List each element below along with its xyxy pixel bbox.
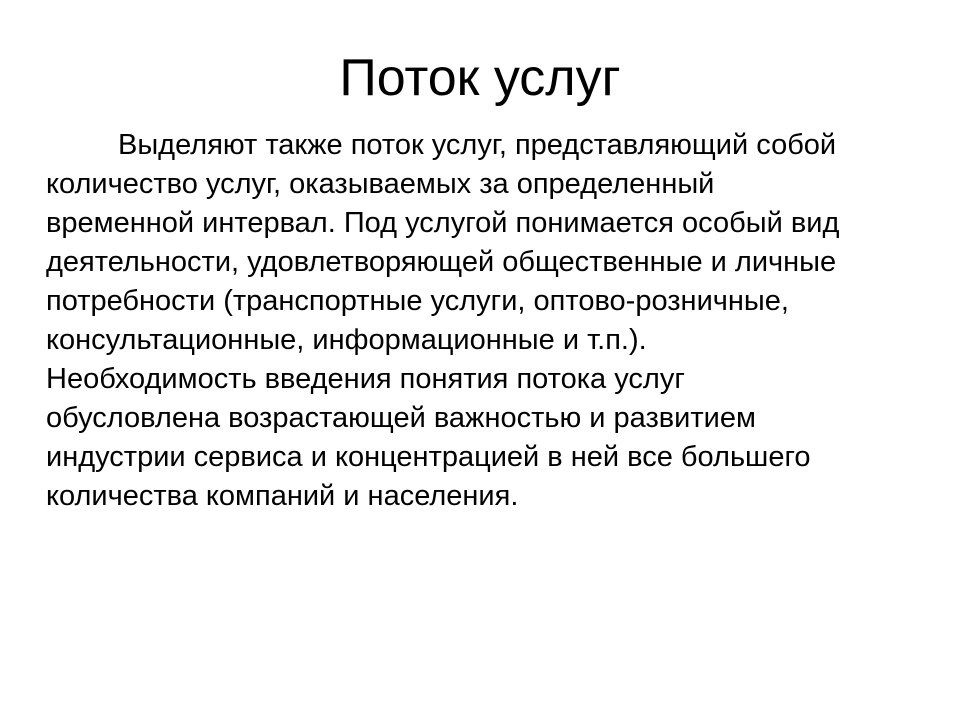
body-line: Необходимость введения понятия потока услуг [46, 363, 685, 395]
body-line: консультационные, информационные и т.п.). [46, 324, 647, 356]
body-line: деятельности, удовлетворяющей общественные и личные [46, 246, 837, 278]
body-paragraph [46, 126, 926, 516]
body-line: временной интервал. Под услугой понимается особый вид [46, 207, 840, 239]
body-line: количества компаний и населения. [46, 480, 519, 512]
body-line: индустрии сервиса и концентрацией в ней все большего [46, 441, 811, 473]
slide-title: Поток услуг [339, 49, 621, 107]
body-line: количество услуг, оказываемых за определенный [46, 168, 715, 200]
body-line: обусловлена возрастающей важностью и развитием [46, 402, 756, 434]
body-line: потребности (транспортные услуги, оптово-розничные, [46, 285, 789, 317]
body-line: Выделяют также поток услуг, представляющий собой [118, 129, 837, 161]
slide-body-text [46, 126, 926, 516]
